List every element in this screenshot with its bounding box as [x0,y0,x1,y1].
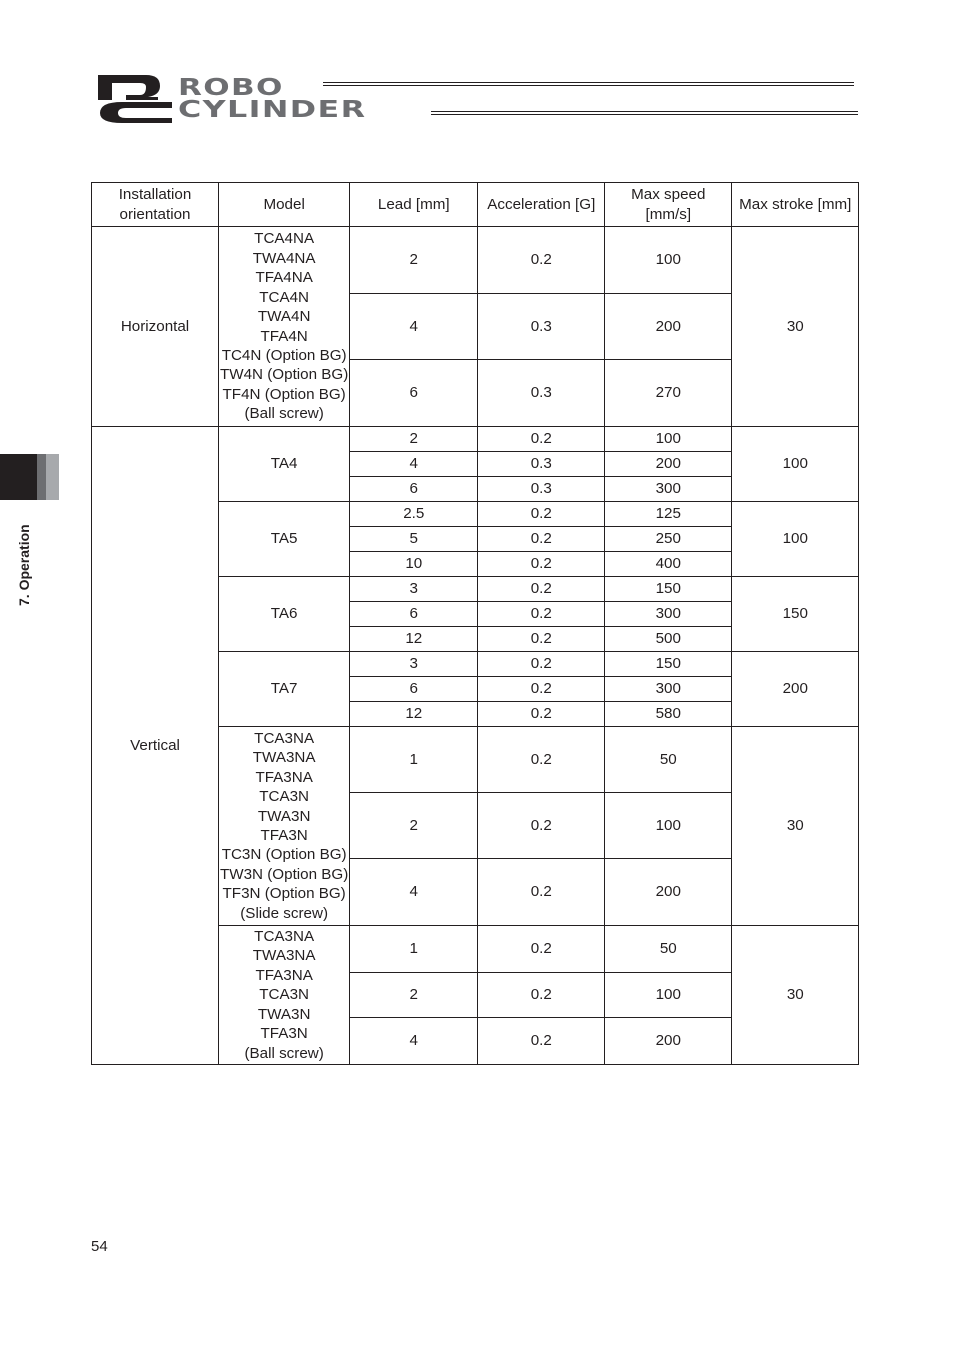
acceleration-cell: 0.2 [478,427,605,452]
chapter-tab [0,454,59,500]
max-speed-cell: 100 [605,227,732,294]
acceleration-cell: 0.2 [478,727,605,793]
header-acceleration: Acceleration [G] [478,183,605,227]
header-max-speed: Max speed [mm/s] [605,183,732,227]
acceleration-cell: 0.2 [478,552,605,577]
model-cell [219,926,350,1065]
model-line: TFA4NA [255,269,313,287]
model-line: TCA3NA [254,928,315,946]
max-speed-cell: 125 [605,502,732,527]
header-model: Model [219,183,350,227]
orientation-cell: Horizontal [92,227,219,427]
spec-table [91,182,859,1065]
model-line: (Ball screw) [244,1044,324,1062]
lead-cell: 2 [350,427,478,452]
orientation-cell: Vertical [92,427,219,1065]
model-cell [219,502,350,577]
max-speed-cell: 100 [605,973,732,1018]
acceleration-cell: 0.2 [478,627,605,652]
acceleration-cell: 0.2 [478,859,605,926]
max-speed-cell: 300 [605,477,732,502]
header-rule-top [323,82,854,86]
lead-cell: 2.5 [350,502,478,527]
model-line: TWA3NA [252,947,316,965]
max-stroke-cell: 200 [732,652,859,727]
lead-cell: 1 [350,727,478,793]
model-cell [219,227,350,427]
model-line: TA7 [270,680,298,698]
max-speed-cell: 200 [605,452,732,477]
max-speed-cell: 100 [605,793,732,859]
header-lead: Lead [mm] [350,183,478,227]
acceleration-cell: 0.2 [478,652,605,677]
logo-cylinder-text: CYLINDER [178,97,367,123]
acceleration-cell: 0.2 [478,677,605,702]
max-stroke-cell: 150 [732,577,859,652]
lead-cell: 4 [350,294,478,360]
model-line: TW3N (Option BG) [220,865,349,883]
acceleration-cell: 0.2 [478,227,605,294]
lead-cell: 6 [350,360,478,427]
max-speed-cell: 400 [605,552,732,577]
header-rule-bottom [431,111,858,115]
acceleration-cell: 0.2 [478,577,605,602]
lead-cell: 6 [350,677,478,702]
model-line: TFA3N [260,1025,308,1043]
lead-cell: 10 [350,552,478,577]
lead-cell: 4 [350,452,478,477]
model-line: (Ball screw) [244,405,324,423]
acceleration-cell: 0.2 [478,1018,605,1065]
max-stroke-cell: 30 [732,227,859,427]
max-stroke-cell: 100 [732,427,859,502]
max-speed-cell: 200 [605,859,732,926]
chapter-label: 7. Operation [16,524,32,606]
acceleration-cell: 0.2 [478,926,605,973]
max-speed-cell: 100 [605,427,732,452]
model-line: TA4 [270,455,298,473]
model-line: TCA4NA [254,230,315,248]
model-cell [219,577,350,652]
model-line: TC4N (Option BG) [221,346,347,364]
model-line: TWA3N [257,1005,311,1023]
lead-cell: 12 [350,627,478,652]
model-line: TW4N (Option BG) [220,366,349,384]
max-speed-cell: 50 [605,926,732,973]
model-line: (Slide screw) [240,904,329,922]
model-line: TA6 [270,605,298,623]
lead-cell: 4 [350,859,478,926]
lead-cell: 6 [350,477,478,502]
model-line: TCA3N [259,788,310,806]
table-row [92,227,859,294]
max-stroke-cell: 30 [732,926,859,1065]
model-line: TCA3NA [254,729,315,747]
acceleration-cell: 0.3 [478,477,605,502]
model-line: TCA4N [259,288,310,306]
max-speed-cell: 200 [605,1018,732,1065]
lead-cell: 12 [350,702,478,727]
model-line: TF4N (Option BG) [222,385,346,403]
model-line: TFA3NA [255,768,313,786]
lead-cell: 4 [350,1018,478,1065]
logo-robo-text: ROBO [178,75,284,101]
header-installation: Installation orientation [92,183,219,227]
max-stroke-cell: 30 [732,727,859,926]
max-speed-cell: 250 [605,527,732,552]
acceleration-cell: 0.2 [478,702,605,727]
acceleration-cell: 0.2 [478,602,605,627]
header-max-stroke: Max stroke [mm] [732,183,859,227]
robo-cylinder-logo [96,73,866,125]
model-line: TWA3NA [252,749,316,767]
model-cell [219,652,350,727]
model-line: TWA4N [257,308,311,326]
max-speed-cell: 300 [605,677,732,702]
model-line: TF3N (Option BG) [222,885,346,903]
lead-cell: 6 [350,602,478,627]
table-row [92,427,859,452]
max-speed-cell: 150 [605,577,732,602]
acceleration-cell: 0.2 [478,502,605,527]
lead-cell: 3 [350,652,478,677]
acceleration-cell: 0.2 [478,527,605,552]
max-stroke-cell: 100 [732,502,859,577]
acceleration-cell: 0.3 [478,294,605,360]
acceleration-cell: 0.3 [478,452,605,477]
model-line: TFA3NA [255,966,313,984]
model-cell [219,727,350,926]
lead-cell: 5 [350,527,478,552]
max-speed-cell: 50 [605,727,732,793]
table-body [92,227,859,1065]
max-speed-cell: 270 [605,360,732,427]
max-speed-cell: 500 [605,627,732,652]
lead-cell: 3 [350,577,478,602]
model-line: TCA3N [259,986,310,1004]
lead-cell: 2 [350,227,478,294]
model-line: TWA3N [257,807,311,825]
rc-logo-mark-icon [96,73,176,125]
page-number: 54 [91,1238,108,1255]
acceleration-cell: 0.2 [478,973,605,1018]
lead-cell: 2 [350,793,478,859]
table-header-row [92,183,859,227]
acceleration-cell: 0.3 [478,360,605,427]
model-line: TFA4N [260,327,308,345]
model-line: TWA4NA [252,249,316,267]
max-speed-cell: 300 [605,602,732,627]
max-speed-cell: 580 [605,702,732,727]
model-line: TFA3N [260,827,308,844]
max-speed-cell: 150 [605,652,732,677]
acceleration-cell: 0.2 [478,793,605,859]
model-line: TA5 [270,530,298,548]
max-speed-cell: 200 [605,294,732,360]
model-cell [219,427,350,502]
lead-cell: 2 [350,973,478,1018]
lead-cell: 1 [350,926,478,973]
model-line: TC3N (Option BG) [221,846,347,864]
